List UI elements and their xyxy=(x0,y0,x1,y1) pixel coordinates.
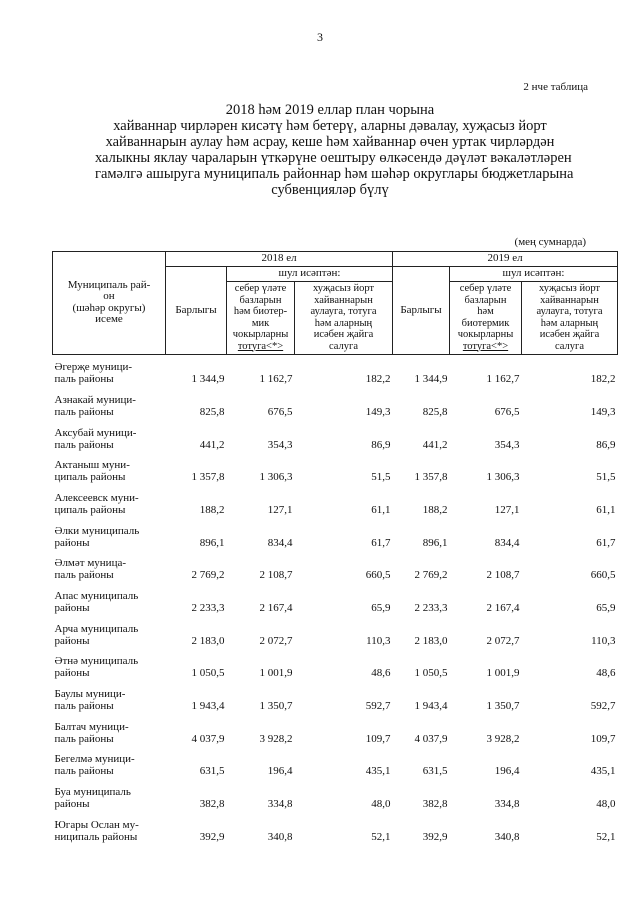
title-line: хайваннарын аулау һәм асрау, кеше һәм хайваннар өчен уртак чирләрдән xyxy=(105,134,555,150)
total-2018-cell: 4 037,9 xyxy=(191,732,225,745)
stray-2019-cell: 61,1 xyxy=(596,503,616,516)
stray-2018-cell: 110,3 xyxy=(366,634,391,647)
total-2018-cell: 896,1 xyxy=(199,536,225,549)
total-2019-cell: 1 050,5 xyxy=(414,667,448,680)
bio-2018-cell: 196,4 xyxy=(267,765,293,778)
municipality-name-line: районы xyxy=(54,634,90,647)
total-2019-header: Барлыгы xyxy=(393,267,450,355)
municipality-name-line: Әгерҗе муници- xyxy=(54,361,133,374)
municipality-name xyxy=(53,681,166,714)
total-2019-cell: 2 183,0 xyxy=(414,634,448,647)
table-row xyxy=(53,551,618,584)
municipality-name xyxy=(53,616,166,649)
municipality-name-line: паль районы xyxy=(54,765,114,778)
municipality-name-line: паль районы xyxy=(54,700,114,713)
title-line: гамәлгә ашыруга муниципаль районнар һәм шәһәр округлары бюджетларына xyxy=(95,166,574,182)
bio-2019-cell: 334,8 xyxy=(494,798,520,811)
stray-2019-cell: 592,7 xyxy=(590,700,616,713)
stray-2018-cell: 592,7 xyxy=(365,700,391,713)
bio-2018-cell: 340,8 xyxy=(267,830,293,843)
bio-2018-cell: 334,8 xyxy=(267,798,293,811)
title-line: 2018 һәм 2019 еллар план чорына xyxy=(225,102,435,118)
unit-note: (мең сумнарда) xyxy=(514,236,586,248)
stray-2018-cell: 182,2 xyxy=(365,373,391,386)
bio-2018-cell: 3 928,2 xyxy=(259,732,293,745)
bio-2018-cell: 1 162,7 xyxy=(259,373,293,386)
total-2018-cell: 2 769,2 xyxy=(191,569,225,582)
table-row xyxy=(53,453,618,486)
table-row xyxy=(53,583,618,616)
municipality-name-line: Аксубай муници- xyxy=(54,426,137,439)
total-2019-cell: 1 357,8 xyxy=(414,471,448,484)
municipality-name-line: Арча муниципаль xyxy=(54,622,139,635)
municipality-column-header xyxy=(53,252,166,355)
total-2018-cell: 2 183,0 xyxy=(191,634,225,647)
municipality-name-line: Буа муниципаль xyxy=(54,786,131,799)
municipality-name xyxy=(53,779,166,812)
stray-2018-cell: 149,3 xyxy=(365,405,391,418)
municipality-name xyxy=(53,747,166,780)
header-line: базларын xyxy=(239,294,282,306)
bio-2019-cell: 2 167,4 xyxy=(486,602,520,614)
municipality-name-line: Актаныш муни- xyxy=(54,459,130,472)
bio-2019-cell: 196,4 xyxy=(494,765,520,778)
header-line: исәбен җайга xyxy=(539,329,600,340)
municipality-name-line: ципаль районы xyxy=(54,471,126,484)
bio-2018-cell: 2 167,4 xyxy=(259,602,293,614)
municipality-name xyxy=(53,812,166,845)
table-row xyxy=(53,779,618,812)
bio-2019-cell: 1 001,9 xyxy=(486,667,520,680)
header-line: хайваннарын xyxy=(314,294,373,306)
municipality-name-line: районы xyxy=(54,798,90,811)
municipality-name-line: ниципаль районы xyxy=(54,830,138,843)
total-2019-cell: 4 037,9 xyxy=(414,732,448,745)
stray-2018-cell: 65,9 xyxy=(371,602,391,614)
municipality-name-line: Әлмәт муница- xyxy=(54,557,126,570)
bio-2018-cell: 1 001,9 xyxy=(259,667,293,680)
stray-2018-cell: 48,0 xyxy=(371,798,391,811)
bio-2019-cell: 1 162,7 xyxy=(486,373,520,386)
municipality-name-line: паль районы xyxy=(54,405,114,418)
stray-2018-cell: 52,1 xyxy=(371,830,391,843)
stray-2019-cell: 51,5 xyxy=(596,471,616,484)
header-line: салуга xyxy=(329,340,358,352)
header-line: һәм биотер- xyxy=(233,306,288,317)
total-2019-cell: 1 943,4 xyxy=(414,700,448,713)
stray-2018-cell: 51,5 xyxy=(371,471,391,484)
bio-2019-cell: 340,8 xyxy=(494,830,520,843)
table-row xyxy=(53,714,618,747)
table-label: 2 нче таблица xyxy=(523,81,588,93)
header-line: хуҗасыз йорт xyxy=(538,283,601,294)
bio-2019-cell: 3 928,2 xyxy=(486,732,520,745)
header-line: чокырларны xyxy=(232,329,289,340)
header-line: базларын xyxy=(464,294,507,306)
municipality-name-line: районы xyxy=(54,536,90,549)
header-line: себер үләте xyxy=(234,283,287,294)
page-number: 3 xyxy=(317,30,323,44)
header-line: һәм аларның xyxy=(540,317,599,329)
stray-2019-cell: 149,3 xyxy=(590,405,616,418)
stray-2019-cell: 65,9 xyxy=(596,602,616,614)
table-row xyxy=(53,485,618,518)
table-row xyxy=(53,616,618,649)
bio-2019-cell: 834,4 xyxy=(494,536,520,549)
total-2019-cell: 2 233,3 xyxy=(414,602,448,614)
total-2019-cell: 2 769,2 xyxy=(414,569,448,582)
total-2018-cell: 1 943,4 xyxy=(191,700,225,713)
stray-2019-cell: 86,9 xyxy=(596,438,616,451)
stray-2018-cell: 61,7 xyxy=(371,536,391,549)
stray-2019-cell: 182,2 xyxy=(590,373,616,386)
stray-2018-cell: 48,6 xyxy=(371,667,391,680)
total-2019-cell: 896,1 xyxy=(422,536,448,549)
municipality-name-line: паль районы xyxy=(54,438,114,451)
header-line: Муниципаль рай- xyxy=(67,278,151,291)
title-line: халыкны яклау чараларын үткәрүне оештыру өлкәсендә дәүләт вәкаләтләрен xyxy=(95,150,572,166)
stray-2018-cell: 660,5 xyxy=(365,569,391,582)
bio-2018-cell: 1 306,3 xyxy=(259,471,293,484)
municipality-name xyxy=(53,453,166,486)
header-line: биотермик xyxy=(461,317,510,329)
stray-2018-cell: 109,7 xyxy=(365,732,391,745)
total-2019-cell: 1 344,9 xyxy=(414,373,448,386)
stray-2019-cell: 48,6 xyxy=(596,667,616,680)
bio-2018-cell: 676,5 xyxy=(267,405,293,418)
bio-2019-cell: 1 306,3 xyxy=(486,471,520,484)
municipality-name xyxy=(53,649,166,682)
municipality-name xyxy=(53,714,166,747)
municipality-name-line: Югары Ослан му- xyxy=(54,818,139,831)
stray-2019-header xyxy=(522,281,618,354)
municipality-name-line: Бегелмә муници- xyxy=(54,753,135,766)
including-2019-header: шул исәптән: xyxy=(450,267,618,282)
header-line: чокырларны xyxy=(457,329,514,340)
header-line: исеме xyxy=(95,313,123,326)
header-line: себер үләте xyxy=(459,283,512,294)
stray-2019-cell: 48,0 xyxy=(596,798,616,811)
municipality-name-line: Әлки муниципаль xyxy=(54,524,140,537)
table-body xyxy=(53,354,618,845)
bio-2019-cell: 2 108,7 xyxy=(486,569,520,582)
total-2018-header: Барлыгы xyxy=(166,267,227,355)
table-row xyxy=(53,518,618,551)
municipality-name-line: Әтнә муниципаль xyxy=(54,655,139,668)
total-2019-cell: 825,8 xyxy=(422,405,448,418)
title-line: хайваннар чирләрен кисәтү һәм бетерү, аларны дәвалау, хуҗасыз йорт xyxy=(113,118,547,134)
table-row xyxy=(53,387,618,420)
bio-2018-cell: 2 072,7 xyxy=(259,634,293,647)
municipality-name xyxy=(53,518,166,551)
header-line: һәм xyxy=(477,306,494,317)
table-row xyxy=(53,747,618,780)
total-2018-cell: 631,5 xyxy=(199,765,225,778)
header-line: тотуга<*> xyxy=(237,340,284,352)
total-2018-cell: 382,8 xyxy=(199,798,225,811)
including-2018-header: шул исәптән: xyxy=(227,267,393,282)
header-line: аулауга, тотуга xyxy=(310,306,377,317)
table-row xyxy=(53,420,618,453)
bio-2019-cell: 2 072,7 xyxy=(486,634,520,647)
year-2018-header: 2018 ел xyxy=(166,252,393,267)
subvention-table xyxy=(52,251,618,845)
stray-2018-cell: 435,1 xyxy=(365,765,391,778)
municipality-name-line: паль районы xyxy=(54,373,114,386)
stray-2019-cell: 435,1 xyxy=(590,765,616,778)
document-title xyxy=(95,102,574,198)
municipality-name-line: Апас муниципаль xyxy=(54,590,139,602)
bio-2019-cell: 676,5 xyxy=(494,405,520,418)
municipality-name xyxy=(53,583,166,616)
title-line: субвенцияләр бүлү xyxy=(271,182,389,198)
bio-2018-cell: 354,3 xyxy=(267,438,293,451)
header-line: (шәһәр округы) xyxy=(72,301,146,314)
header-line: хайваннарын xyxy=(540,294,599,306)
municipality-name-line: паль районы xyxy=(54,732,114,745)
bio-2019-cell: 354,3 xyxy=(494,438,520,451)
header-line: мик xyxy=(251,317,270,329)
total-2019-cell: 392,9 xyxy=(422,830,448,843)
municipality-name-line: районы xyxy=(54,667,90,680)
municipality-name xyxy=(53,485,166,518)
header-line: он xyxy=(103,290,115,303)
municipality-name xyxy=(53,354,166,387)
header-line: тотуга<*> xyxy=(462,340,509,352)
table-row xyxy=(53,681,618,714)
bio-2019-cell: 127,1 xyxy=(494,503,520,516)
bio-2018-cell: 2 108,7 xyxy=(259,569,293,582)
municipality-name-line: паль районы xyxy=(54,569,114,582)
bio-2018-cell: 1 350,7 xyxy=(259,700,293,713)
table-row xyxy=(53,812,618,845)
total-2018-cell: 441,2 xyxy=(199,438,225,451)
stray-2018-header xyxy=(295,281,393,354)
total-2018-cell: 392,9 xyxy=(199,830,225,843)
bio-2018-cell: 834,4 xyxy=(267,536,293,549)
year-2019-header: 2019 ел xyxy=(393,252,618,267)
table-header xyxy=(53,252,618,355)
header-line: салуга xyxy=(555,340,584,352)
stray-2019-cell: 109,7 xyxy=(590,732,616,745)
municipality-name xyxy=(53,387,166,420)
header-line: исәбен җайга xyxy=(313,329,374,340)
stray-2019-cell: 61,7 xyxy=(596,536,616,549)
bio-2019-cell: 1 350,7 xyxy=(486,700,520,713)
total-2018-cell: 188,2 xyxy=(199,503,225,516)
municipality-name xyxy=(53,551,166,584)
bio-2018-header xyxy=(227,281,295,354)
table-row xyxy=(53,354,618,387)
municipality-name-line: Балтач муници- xyxy=(54,720,129,733)
stray-2019-cell: 52,1 xyxy=(596,830,616,843)
municipality-name-line: районы xyxy=(54,602,90,614)
total-2018-cell: 1 050,5 xyxy=(191,667,225,680)
municipality-name-line: Баулы муници- xyxy=(54,688,126,701)
total-2018-cell: 1 344,9 xyxy=(191,373,225,386)
total-2018-cell: 1 357,8 xyxy=(191,471,225,484)
total-2019-cell: 382,8 xyxy=(422,798,448,811)
total-2018-cell: 825,8 xyxy=(199,405,225,418)
municipality-name xyxy=(53,420,166,453)
stray-2018-cell: 61,1 xyxy=(371,503,391,516)
total-2019-cell: 188,2 xyxy=(422,503,448,516)
municipality-name-line: Азнакай муници- xyxy=(54,393,136,406)
municipality-name-line: ципаль районы xyxy=(54,503,126,516)
header-line: хуҗасыз йорт xyxy=(312,283,375,294)
bio-2019-header xyxy=(450,281,522,354)
total-2018-cell: 2 233,3 xyxy=(191,602,225,614)
stray-2019-cell: 660,5 xyxy=(590,569,616,582)
table-row xyxy=(53,649,618,682)
stray-2019-cell: 110,3 xyxy=(591,634,616,647)
municipality-name-line: Алексеевск муни- xyxy=(54,491,139,504)
header-line: һәм аларның xyxy=(314,317,373,329)
header-line: аулауга, тотуга xyxy=(536,306,603,317)
bio-2018-cell: 127,1 xyxy=(267,503,293,516)
stray-2018-cell: 86,9 xyxy=(371,438,391,451)
total-2019-cell: 631,5 xyxy=(422,765,448,778)
total-2019-cell: 441,2 xyxy=(422,438,448,451)
